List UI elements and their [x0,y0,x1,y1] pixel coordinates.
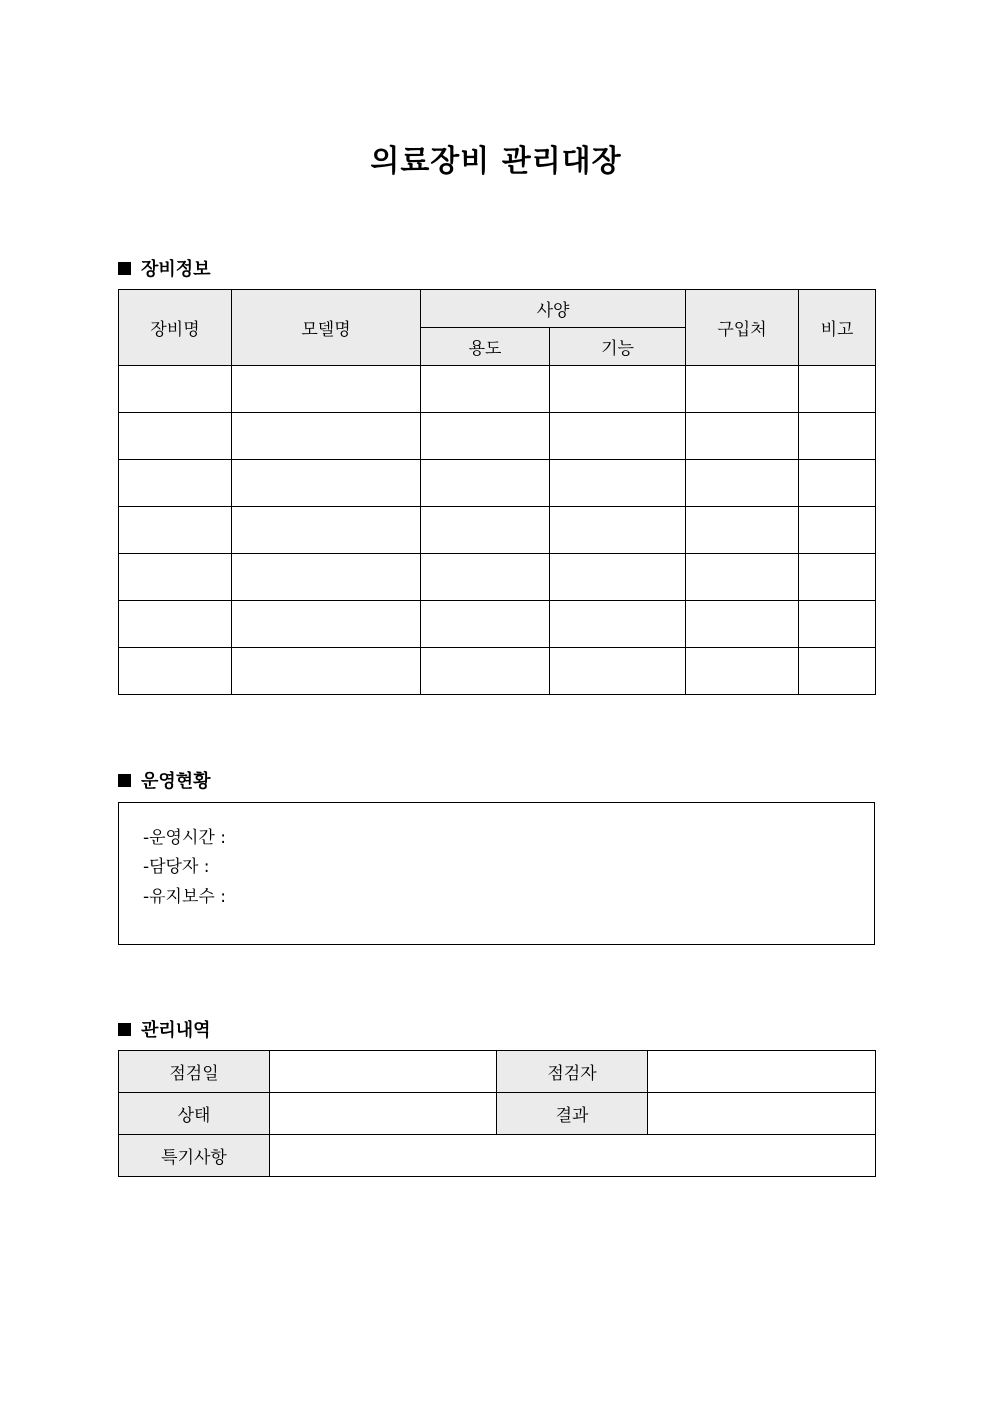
management-table [118,1050,876,1177]
table-cell[interactable] [799,413,876,460]
table-cell[interactable] [421,601,550,648]
col-header-vendor: 구입처 [686,290,799,366]
table-cell[interactable] [799,507,876,554]
table-row [119,648,876,695]
result-field[interactable] [648,1093,876,1135]
col-header-model: 모델명 [232,290,421,366]
table-cell[interactable] [119,648,232,695]
operation-maintenance-line[interactable]: -유지보수 : [143,887,226,907]
table-cell[interactable] [686,413,799,460]
notes-label: 특기사항 [119,1135,270,1177]
table-cell[interactable] [686,460,799,507]
table-cell[interactable] [119,601,232,648]
inspector-label: 점검자 [497,1051,648,1093]
square-bullet-icon [118,1023,131,1036]
equipment-info-heading-label: 장비정보 [141,259,211,280]
table-cell[interactable] [550,507,686,554]
table-cell[interactable] [686,366,799,413]
table-cell[interactable] [550,554,686,601]
equipment-table [118,289,876,695]
col-header-usage: 용도 [421,328,550,366]
table-row [119,1093,876,1135]
table-cell[interactable] [232,648,421,695]
management-heading-label: 관리내역 [141,1020,211,1041]
table-row [119,601,876,648]
table-cell[interactable] [550,648,686,695]
notes-field[interactable] [270,1135,876,1177]
table-cell[interactable] [119,554,232,601]
col-header-spec: 사양 [421,290,686,328]
table-cell[interactable] [686,601,799,648]
inspector-field[interactable] [648,1051,876,1093]
table-row [119,1051,876,1093]
table-row [119,366,876,413]
table-cell[interactable] [232,507,421,554]
table-cell[interactable] [232,601,421,648]
table-cell[interactable] [119,460,232,507]
table-cell[interactable] [232,366,421,413]
col-header-name: 장비명 [119,290,232,366]
operation-heading [118,767,211,793]
table-cell[interactable] [232,413,421,460]
result-label: 결과 [497,1093,648,1135]
operation-heading-label: 운영현황 [141,771,211,792]
table-cell[interactable] [686,507,799,554]
table-cell[interactable] [421,413,550,460]
table-cell[interactable] [232,460,421,507]
table-cell[interactable] [421,507,550,554]
square-bullet-icon [118,774,131,787]
table-cell[interactable] [421,460,550,507]
table-cell[interactable] [232,554,421,601]
operation-box [118,802,875,945]
col-header-remarks: 비고 [799,290,876,366]
table-cell[interactable] [550,413,686,460]
table-cell[interactable] [799,554,876,601]
table-cell[interactable] [550,460,686,507]
status-field[interactable] [270,1093,497,1135]
table-cell[interactable] [799,601,876,648]
equipment-info-heading [118,255,211,281]
inspection-date-field[interactable] [270,1051,497,1093]
table-cell[interactable] [686,648,799,695]
page-title: 의료장비 관리대장 [370,144,622,179]
table-row [119,554,876,601]
inspection-date-label: 점검일 [119,1051,270,1093]
table-cell[interactable] [550,366,686,413]
operation-hours-line[interactable]: -운영시간 : [143,828,226,848]
table-row [119,1135,876,1177]
operation-manager-line[interactable]: -담당자 : [143,857,210,877]
table-cell[interactable] [421,648,550,695]
square-bullet-icon [118,262,131,275]
table-cell[interactable] [119,366,232,413]
table-row [119,507,876,554]
col-header-function: 기능 [550,328,686,366]
table-row [119,413,876,460]
table-cell[interactable] [686,554,799,601]
table-cell[interactable] [799,460,876,507]
status-label: 상태 [119,1093,270,1135]
management-heading [118,1016,211,1042]
table-cell[interactable] [119,507,232,554]
table-cell[interactable] [119,413,232,460]
table-cell[interactable] [421,554,550,601]
table-row [119,460,876,507]
table-cell[interactable] [799,648,876,695]
table-cell[interactable] [799,366,876,413]
table-cell[interactable] [421,366,550,413]
table-cell[interactable] [550,601,686,648]
